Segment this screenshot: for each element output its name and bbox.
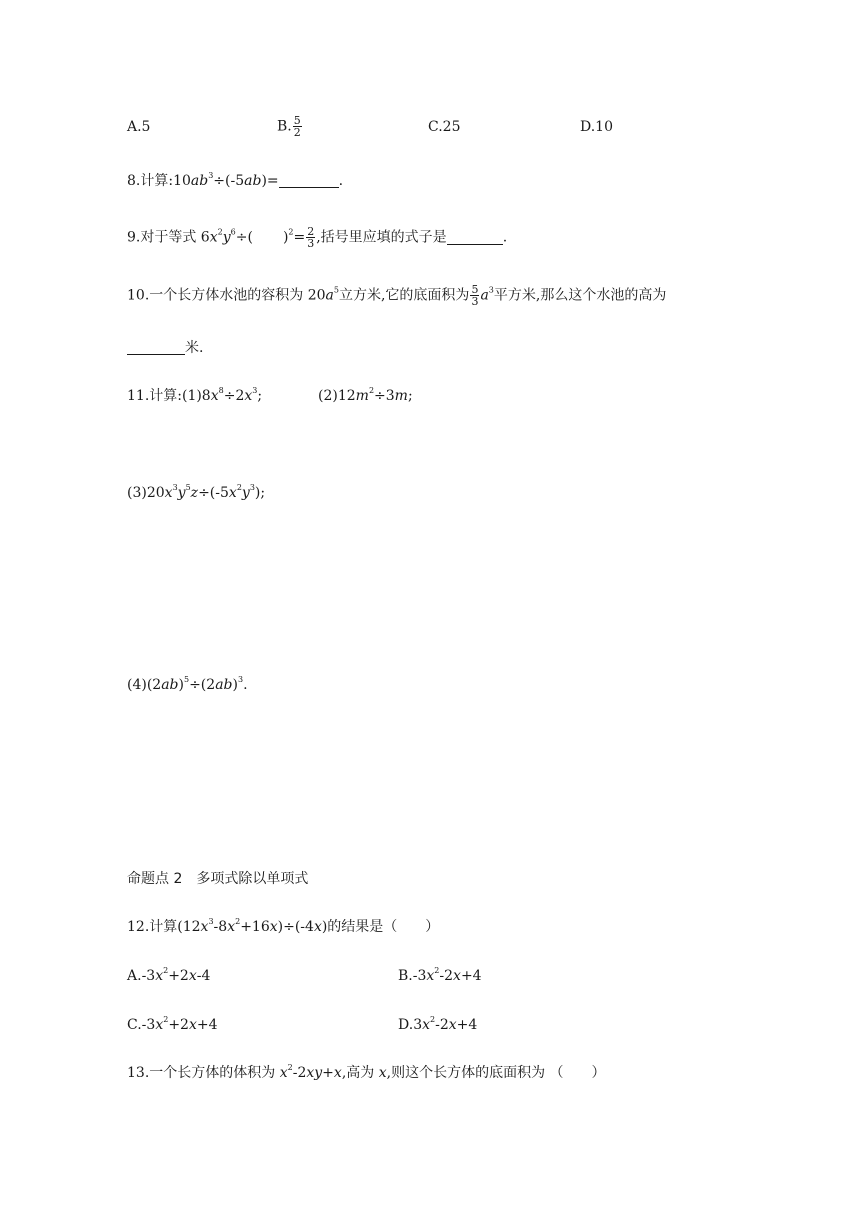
q11-text: 11.计算:(1)8 <box>127 388 211 404</box>
option-exp: 2 <box>163 966 169 975</box>
q12-var: x <box>227 919 236 935</box>
q10-fraction <box>470 284 479 307</box>
q11-paren: ) <box>178 677 184 693</box>
q11-var: y <box>241 485 250 501</box>
question-10 <box>127 284 666 307</box>
fraction-numerator: 5 <box>293 114 301 127</box>
q9-text-suffix: ,括号里应填的式子是 <box>316 229 447 246</box>
q12-term: )÷(-4 <box>277 919 314 935</box>
q12-exp: 3 <box>208 917 214 926</box>
q13-var: x <box>378 1065 387 1081</box>
q11-text: (3)20 <box>127 485 165 501</box>
q8-period: . <box>338 173 344 189</box>
q13-text: 13.一个长方体的体积为 <box>127 1065 280 1081</box>
question-11-part-3 <box>127 483 265 503</box>
q9-period: . <box>502 229 508 246</box>
q7-option-a: A.5 <box>127 119 151 135</box>
q12-option-b <box>398 966 482 986</box>
q10-text-suffix: 平方米,那么这个水池的高为 <box>493 287 667 304</box>
q11-semicolon: ; <box>407 388 413 404</box>
q11-paren: ) <box>232 677 238 693</box>
q11-var: ab <box>161 677 179 693</box>
q9-exp: 2 <box>217 227 223 237</box>
q9-var-y: y <box>222 229 231 246</box>
q7-option-d: D.10 <box>580 119 613 135</box>
fraction-denominator: 2 <box>293 126 301 139</box>
q8-text: 8.计算:10 <box>127 173 191 189</box>
q11-var: x <box>244 388 253 404</box>
q12-option-c <box>127 1015 218 1035</box>
option-label: D. <box>398 1017 414 1033</box>
q12-var: x <box>313 919 322 935</box>
question-13 <box>127 1063 606 1083</box>
answer-blank[interactable] <box>447 230 503 245</box>
q11-exp: 3 <box>252 386 258 395</box>
option-term: 3 <box>413 1017 423 1033</box>
q11-exp: 5 <box>185 483 191 492</box>
option-label: A. <box>127 968 142 984</box>
q11-div: ÷(2 <box>189 677 216 693</box>
q10-var: a <box>325 287 334 304</box>
q10-exp: 5 <box>333 285 339 295</box>
q12-text-suffix: )的结果是（ ） <box>321 919 440 935</box>
option-label: C. <box>127 1017 142 1033</box>
answer-blank[interactable] <box>127 340 185 355</box>
fraction-numerator: 5 <box>471 283 479 296</box>
q11-var: z <box>190 485 199 501</box>
q7-option-b-label: B. <box>277 118 292 135</box>
q11-period: . <box>243 677 248 693</box>
q12-var: x <box>200 919 209 935</box>
q11-var: x <box>210 388 219 404</box>
q9-div: ÷( <box>235 229 253 246</box>
option-var: x <box>448 1017 457 1033</box>
q9-exp: 2 <box>288 227 294 237</box>
option-label: B. <box>398 968 413 984</box>
q13-exp: 2 <box>287 1063 293 1072</box>
section-title: 命题点 2 多项式除以单项式 <box>127 871 309 887</box>
q11-var: ab <box>215 677 233 693</box>
option-term: +2 <box>168 1017 189 1033</box>
q7-option-c: C.25 <box>428 119 461 135</box>
option-term: +2 <box>168 968 189 984</box>
q11-var: x <box>164 485 173 501</box>
q10-unit: 米. <box>185 340 204 356</box>
q13-term: -2 <box>292 1065 307 1081</box>
q10-exp: 3 <box>488 285 494 295</box>
q11-div: ÷3 <box>374 388 395 404</box>
question-10-line-2 <box>127 338 203 358</box>
q9-text: 9.对于等式 6 <box>127 229 210 246</box>
option-exp: 2 <box>430 1015 436 1024</box>
question-12 <box>127 917 439 937</box>
q13-var: x <box>279 1065 288 1081</box>
q8-text-mid: ÷(-5 <box>213 173 245 189</box>
q12-var: x <box>269 919 278 935</box>
q12-term: -8 <box>213 919 228 935</box>
q11-exp: 8 <box>218 386 224 395</box>
q12-term: +16 <box>240 919 270 935</box>
q11-exp: 3 <box>249 483 255 492</box>
q9-fraction <box>306 226 315 249</box>
option-var: x <box>422 1017 431 1033</box>
q8-var2: ab <box>244 173 262 189</box>
q9-var-x: x <box>209 229 218 246</box>
question-8 <box>127 171 343 191</box>
q13-text-suffix: ,则这个长方体的底面积为 （ ） <box>386 1065 606 1081</box>
q11-exp: 2 <box>368 386 375 395</box>
q10-var: a <box>480 287 489 304</box>
option-term: +4 <box>456 1017 478 1033</box>
option-term: -2 <box>435 1017 449 1033</box>
option-term: -3 <box>141 1017 156 1033</box>
q11-text: (4)(2 <box>127 677 162 693</box>
q9-equals: = <box>293 229 306 246</box>
q11-semicolon: ; <box>257 388 263 404</box>
question-11-part-2 <box>318 386 413 406</box>
q11-exp: 5 <box>183 675 190 684</box>
q7-option-b-fraction <box>293 115 302 138</box>
option-var: x <box>426 968 435 984</box>
q12-option-a <box>127 966 210 986</box>
q12-option-d <box>398 1015 477 1035</box>
q10-text: 10.一个长方体水池的容积为 20 <box>127 287 326 304</box>
option-term: +4 <box>460 968 482 984</box>
q12-text: 12.计算(12 <box>127 919 201 935</box>
q8-var: ab <box>190 173 209 189</box>
option-exp: 2 <box>434 966 440 975</box>
q8-text-suffix: )= <box>261 173 279 189</box>
answer-blank[interactable] <box>279 173 339 188</box>
fraction-denominator: 3 <box>307 237 315 250</box>
q11-div: ÷2 <box>223 388 245 404</box>
option-term: -3 <box>141 968 156 984</box>
q8-exponent: 3 <box>208 171 214 180</box>
option-var: x <box>188 968 197 984</box>
q11-var: y <box>177 485 186 501</box>
option-exp: 2 <box>163 1015 169 1024</box>
q13-text-mid: ,高为 <box>341 1065 379 1081</box>
q11-var: m <box>355 388 369 404</box>
fraction-denominator: 3 <box>471 295 479 308</box>
question-11-part-1 <box>127 386 262 406</box>
q11-var: m <box>394 388 408 404</box>
question-11-part-4 <box>127 675 248 695</box>
option-var: x <box>453 968 461 984</box>
q11-div: ÷(-5 <box>198 485 229 501</box>
option-var: x <box>188 1017 197 1033</box>
q7-option-b <box>277 115 303 138</box>
option-term: +4 <box>196 1017 218 1033</box>
option-term: -2 <box>439 968 454 984</box>
option-term: -3 <box>412 968 427 984</box>
q11-exp: 3 <box>172 483 178 492</box>
q11-semicolon: ); <box>254 485 266 501</box>
q11-exp: 3 <box>237 675 244 684</box>
question-9 <box>127 226 507 249</box>
q11-text: (2)12 <box>318 388 356 404</box>
q12-exp: 2 <box>235 917 241 926</box>
q11-var: x <box>228 485 237 501</box>
option-term: -4 <box>196 968 211 984</box>
q11-exp: 2 <box>236 483 242 492</box>
q9-close: ) <box>282 229 289 246</box>
q13-var: xy <box>306 1065 323 1081</box>
q13-var: x <box>333 1065 342 1081</box>
fraction-numerator: 2 <box>307 225 315 238</box>
q9-exp: 6 <box>230 227 236 237</box>
q10-text-mid: 立方米,它的底面积为 <box>338 287 470 304</box>
option-var: x <box>155 1017 164 1033</box>
q13-term: + <box>322 1065 334 1081</box>
option-var: x <box>155 968 164 984</box>
